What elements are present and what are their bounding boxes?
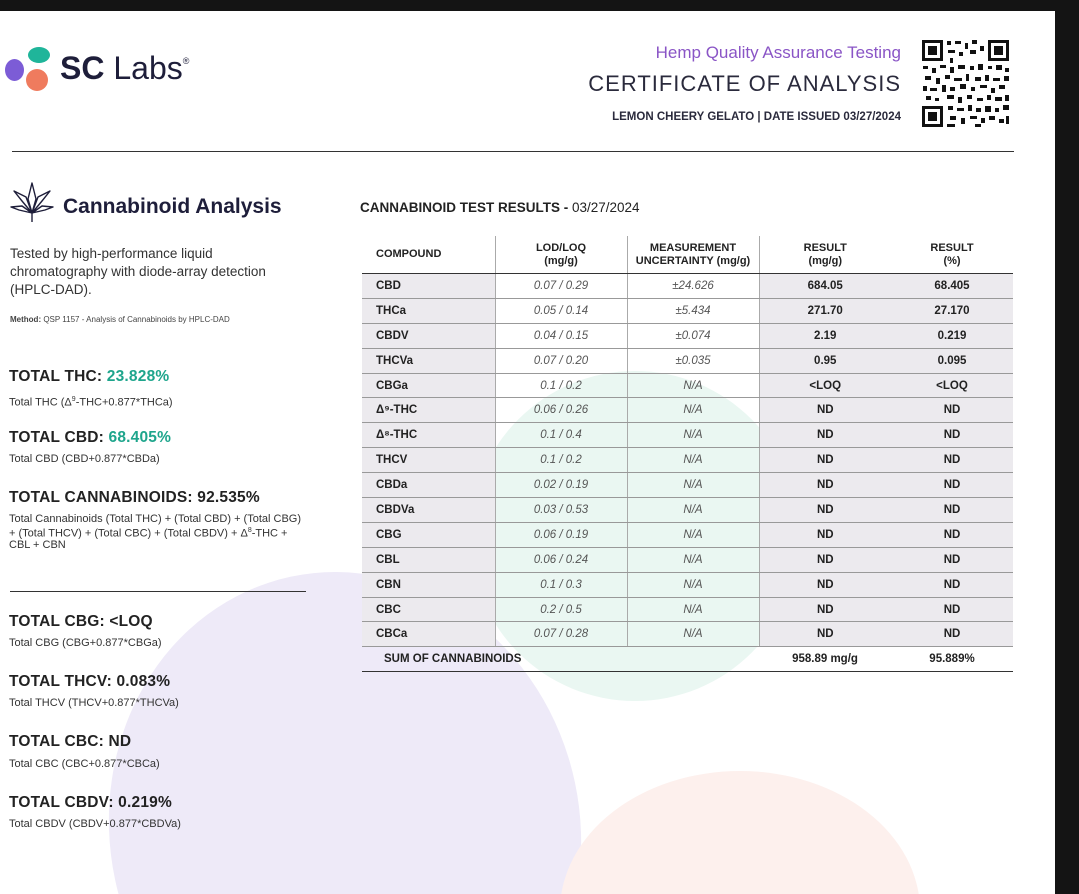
table-row: [362, 398, 1013, 423]
result-mg-cell: 271.70: [759, 298, 891, 323]
sc-labs-logo-icon: [5, 47, 65, 93]
table-row: [362, 348, 1013, 373]
compound-cell: CBC: [362, 597, 495, 622]
result-pct-cell: 0.219: [891, 323, 1013, 348]
sum-label: SUM OF CANNABINOIDS: [362, 647, 759, 672]
total-cannabinoids-formula: Total Cannabinoids (Total THC) + (Total CBD) + (Total CBG) + (Total THCV) + (Total CBC) + (Total CBDV) + $\Delta^8$-THC + CBL + CBN: [9, 513, 302, 551]
uncertainty-cell: ±0.074: [627, 323, 759, 348]
total-cannabinoids-heading: TOTAL CANNABINOIDS: 92.535%: [9, 489, 260, 506]
uncertainty-cell: N/A: [627, 597, 759, 622]
result-pct-cell: ND: [891, 547, 1013, 572]
result-pct-cell: ND: [891, 597, 1013, 622]
uncertainty-cell: ±24.626: [627, 274, 759, 299]
result-pct-cell: 0.095: [891, 348, 1013, 373]
total-cbc-heading: TOTAL CBC: ND: [9, 733, 132, 750]
qr-code-icon[interactable]: [920, 38, 1011, 129]
compound-cell: CBDa: [362, 473, 495, 498]
lod-loq-cell: 0.07 / 0.29: [495, 274, 627, 299]
sum-pct: 95.889%: [891, 647, 1013, 672]
table-row: [362, 323, 1013, 348]
uncertainty-cell: N/A: [627, 622, 759, 647]
total-cbg-heading: TOTAL CBG: <LOQ: [9, 613, 153, 630]
uncertainty-cell: N/A: [627, 423, 759, 448]
total-cbd-heading: TOTAL CBD: 68.405%: [9, 429, 172, 446]
left-divider: [10, 591, 306, 592]
lod-loq-cell: 0.1 / 0.2: [495, 373, 627, 398]
compound-cell: CBN: [362, 572, 495, 597]
table-row: [362, 373, 1013, 398]
results-header-row: [362, 236, 1013, 274]
compound-cell: CBL: [362, 547, 495, 572]
sum-mg: 958.89 mg/g: [759, 647, 891, 672]
compound-cell: Δ⁹-THC: [362, 398, 495, 423]
lod-loq-cell: 0.07 / 0.20: [495, 348, 627, 373]
uncertainty-cell: N/A: [627, 373, 759, 398]
uncertainty-cell: N/A: [627, 522, 759, 547]
compound-cell: THCa: [362, 298, 495, 323]
result-mg-cell: ND: [759, 622, 891, 647]
header-compound: COMPOUND: [362, 236, 495, 274]
lod-loq-cell: 0.02 / 0.19: [495, 473, 627, 498]
top-frame-bar: [0, 0, 1079, 11]
result-pct-cell: <LOQ: [891, 373, 1013, 398]
result-mg-cell: ND: [759, 448, 891, 473]
table-row: [362, 423, 1013, 448]
uncertainty-cell: ±0.035: [627, 348, 759, 373]
result-mg-cell: ND: [759, 572, 891, 597]
result-pct-cell: ND: [891, 423, 1013, 448]
uncertainty-cell: N/A: [627, 572, 759, 597]
uncertainty-cell: N/A: [627, 547, 759, 572]
result-mg-cell: ND: [759, 423, 891, 448]
result-mg-cell: ND: [759, 522, 891, 547]
right-frame-bar: [1055, 11, 1079, 894]
header-subtitle: Hemp Quality Assurance Testing: [655, 43, 901, 62]
results-title: CANNABINOID TEST RESULTS - 03/27/2024: [360, 200, 640, 215]
lod-loq-cell: 0.06 / 0.26: [495, 398, 627, 423]
table-row: [362, 597, 1013, 622]
results-table: [362, 236, 1013, 672]
result-pct-cell: ND: [891, 398, 1013, 423]
result-mg-cell: ND: [759, 473, 891, 498]
uncertainty-cell: N/A: [627, 473, 759, 498]
decorative-blob-pink: [560, 771, 920, 894]
table-row: [362, 522, 1013, 547]
result-mg-cell: ND: [759, 547, 891, 572]
header-result-mg: RESULT (mg/g): [759, 236, 891, 274]
lod-loq-cell: 0.1 / 0.3: [495, 572, 627, 597]
lod-loq-cell: 0.06 / 0.19: [495, 522, 627, 547]
total-cbdv-heading: TOTAL CBDV: 0.219%: [9, 794, 172, 811]
table-row: [362, 572, 1013, 597]
cannabinoid-analysis-title: Cannabinoid Analysis: [63, 195, 282, 218]
result-pct-cell: ND: [891, 498, 1013, 523]
method-note: Method: QSP 1157 - Analysis of Cannabinoids by HPLC-DAD: [10, 315, 230, 324]
compound-cell: CBD: [362, 274, 495, 299]
header-divider: [12, 151, 1014, 152]
header-uncertainty: MEASUREMENT UNCERTAINTY (mg/g): [627, 236, 759, 274]
lod-loq-cell: 0.1 / 0.4: [495, 423, 627, 448]
uncertainty-cell: N/A: [627, 448, 759, 473]
table-row: [362, 473, 1013, 498]
lod-loq-cell: 0.05 / 0.14: [495, 298, 627, 323]
compound-cell: CBGa: [362, 373, 495, 398]
lod-loq-cell: 0.2 / 0.5: [495, 597, 627, 622]
table-row: [362, 622, 1013, 647]
result-pct-cell: 68.405: [891, 274, 1013, 299]
result-pct-cell: ND: [891, 473, 1013, 498]
lod-loq-cell: 0.03 / 0.53: [495, 498, 627, 523]
compound-cell: CBDV: [362, 323, 495, 348]
table-row: [362, 298, 1013, 323]
total-thc-heading: TOTAL THC: 23.828%: [9, 368, 170, 385]
result-mg-cell: ND: [759, 498, 891, 523]
analysis-description: Tested by high-performance liquid chromatography with diode-array detection (HPLC-DAD).: [10, 246, 266, 297]
compound-cell: CBG: [362, 522, 495, 547]
result-pct-cell: 27.170: [891, 298, 1013, 323]
total-thcv-formula: Total THCV (THCV+0.877*THCVa): [9, 697, 179, 709]
total-cbg-formula: Total CBG (CBG+0.877*CBGa): [9, 637, 162, 649]
cannabis-leaf-icon: [10, 181, 54, 223]
table-row: [362, 448, 1013, 473]
header-title: CERTIFICATE OF ANALYSIS: [588, 71, 901, 96]
header-lod-loq: LOD/LOQ (mg/g): [495, 236, 627, 274]
total-cbd-formula: Total CBD (CBD+0.877*CBDa): [9, 453, 160, 465]
compound-cell: THCV: [362, 448, 495, 473]
result-pct-cell: ND: [891, 572, 1013, 597]
certificate-page: [0, 11, 1055, 894]
lod-loq-cell: 0.06 / 0.24: [495, 547, 627, 572]
lod-loq-cell: 0.1 / 0.2: [495, 448, 627, 473]
total-thcv-heading: TOTAL THCV: 0.083%: [9, 673, 171, 690]
result-pct-cell: ND: [891, 522, 1013, 547]
uncertainty-cell: N/A: [627, 498, 759, 523]
table-row: [362, 547, 1013, 572]
lod-loq-cell: 0.04 / 0.15: [495, 323, 627, 348]
compound-cell: THCVa: [362, 348, 495, 373]
compound-cell: Δ⁸-THC: [362, 423, 495, 448]
total-thc-formula: Total THC $(\Delta^9-THC+0.877*THCa)$: [9, 396, 173, 409]
uncertainty-cell: ±5.434: [627, 298, 759, 323]
table-row: [362, 274, 1013, 299]
result-pct-cell: ND: [891, 622, 1013, 647]
uncertainty-cell: N/A: [627, 398, 759, 423]
result-mg-cell: ND: [759, 597, 891, 622]
lod-loq-cell: 0.07 / 0.28: [495, 622, 627, 647]
header-result-pct: RESULT (%): [891, 236, 1013, 274]
result-mg-cell: 2.19: [759, 323, 891, 348]
header-meta: LEMON CHEERY GELATO | DATE ISSUED 03/27/2024: [612, 111, 901, 123]
result-mg-cell: ND: [759, 398, 891, 423]
brand-name: SC Labs®: [60, 50, 190, 86]
table-row: [362, 498, 1013, 523]
result-mg-cell: <LOQ: [759, 373, 891, 398]
compound-cell: CBCa: [362, 622, 495, 647]
total-cbdv-formula: Total CBDV (CBDV+0.877*CBDVa): [9, 818, 181, 830]
result-mg-cell: 0.95: [759, 348, 891, 373]
result-mg-cell: 684.05: [759, 274, 891, 299]
result-pct-cell: ND: [891, 448, 1013, 473]
compound-cell: CBDVa: [362, 498, 495, 523]
sum-row: [362, 647, 1013, 672]
total-cbc-formula: Total CBC (CBC+0.877*CBCa): [9, 758, 160, 770]
